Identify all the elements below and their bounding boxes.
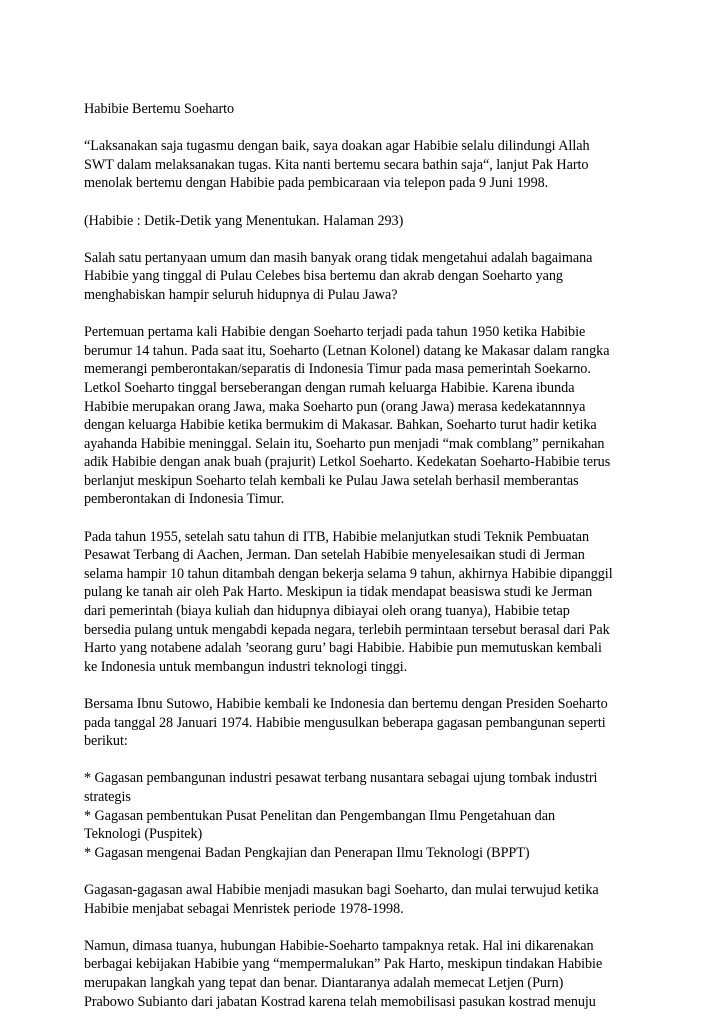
document-page [84,100,649,1011]
germany-study-paragraph: Pada tahun 1955, setelah satu tahun di ITB, Habibie melanjutkan studi Teknik Pembuatan Pesawat Terbang di Aachen, Jerman. Dan setelah Habibie menyelesaikan studi di Jerman selama hampir 10 tahun ditambah dengan bekerja selama 9 tahun, akhirnya Habibie dipanggil pulang ke tanah air oleh Pak Harto. Meskipun ia tidak mendapat beasiswa studi ke Jerman dari pemerintah (biaya kuliah dan hidupnya dibiayai oleh orang tuanya), Habibie tetap bersedia pulang untuk mengabdi kepada negara, terlebih permintaan tersebut berasal dari Pak Harto yang notabene adalah ’seorang guru’ bagi Habibie. Habibie pun memutuskan kembali ke Indonesia untuk membangun industri teknologi tinggi. [84,528,613,675]
document-title: Habibie Bertemu Soeharto [84,101,235,117]
quote-paragraph: “Laksanakan saja tugasmu dengan baik, saya doakan agar Habibie selalu dilindungi Allah SWT dalam melaksanakan tugas. Kita nanti bertemu secara bathin saja“, lanjut Pak Harto menolak bertemu dengan Habibie pada pembicaraan via telepon pada 9 Juni 1998. [84,138,590,192]
question-paragraph: Salah satu pertanyaan umum dan masih banyak orang tidak mengetahui adalah bagaimana Habibie yang tinggal di Pulau Celebes bisa bertemu dan akrab dengan Soeharto yang menghabiskan hampir seluruh hidupnya di Pulau Jawa? [84,249,593,303]
later-years-paragraph: Namun, dimasa tuanya, hubungan Habibie-Soeharto tampaknya retak. Hal ini dikarenakan berbagai kebijakan Habibie yang “mempermalukan” Pak Harto, meskipun tindakan Habibie merupakan langkah yang tepat dan benar. Diantaranya adalah memecat Letjen (Purn) Prabowo Subianto dari jabatan Kostrad karena telah memobilisasi pasukan kostrad menuju [84,937,603,1010]
citation-paragraph: (Habibie : Detik-Detik yang Menentukan. Halaman 293) [84,212,404,229]
return-paragraph: Bersama Ibnu Sutowo, Habibie kembali ke Indonesia dan bertemu dengan Presiden Soeharto pada tanggal 28 Januari 1974. Habibie mengusulkan beberapa gagasan pembangunan seperti berikut: [84,696,608,750]
ideas-outcome-paragraph: Gagasan-gagasan awal Habibie menjadi masukan bagi Soeharto, dan mulai terwujud ketika Habibie menjabat sebagai Menristek periode 1978-1998. [84,881,599,917]
first-meeting-paragraph: Pertemuan pertama kali Habibie dengan Soeharto terjadi pada tahun 1950 ketika Habibie berumur 14 tahun. Pada saat itu, Soeharto (Letnan Kolonel) datang ke Makasar dalam rangka memerangi pemberontakan/separatis di Indonesia Timur pada masa pemerintah Soekarno. Letkol Soeharto tinggal berseberangan dengan rumah keluarga Habibie. Karena ibunda Habibie merupakan orang Jawa, maka Soeharto pun (orang Jawa) merasa kedekatannnya dengan keluarga Habibie ketika bermukim di Makasar. Bahkan, Soeharto turut hadir ketika ayahanda Habibie meninggal. Selain itu, Soeharto pun menjadi “mak comblang” pernikahan adik Habibie dengan anak buah (prajurit) Letkol Soeharto. Kedekatan Soeharto-Habibie terus berlanjut meskipun Soeharto telah kembali ke Pulau Jawa setelah berhasil memberantas pemberontakan di Indonesia Timur. [84,324,611,508]
ideas-bullet-list: * Gagasan pembangunan industri pesawat terbang nusantara sebagai ujung tombak industri strategis * Gagasan pembentukan Pusat Penelitan dan Pengembangan Ilmu Pengetahuan dan Teknologi (Puspitek) * Gagasan mengenai Badan Pengkajian dan Penerapan Ilmu Teknologi (BPPT) [84,770,598,861]
